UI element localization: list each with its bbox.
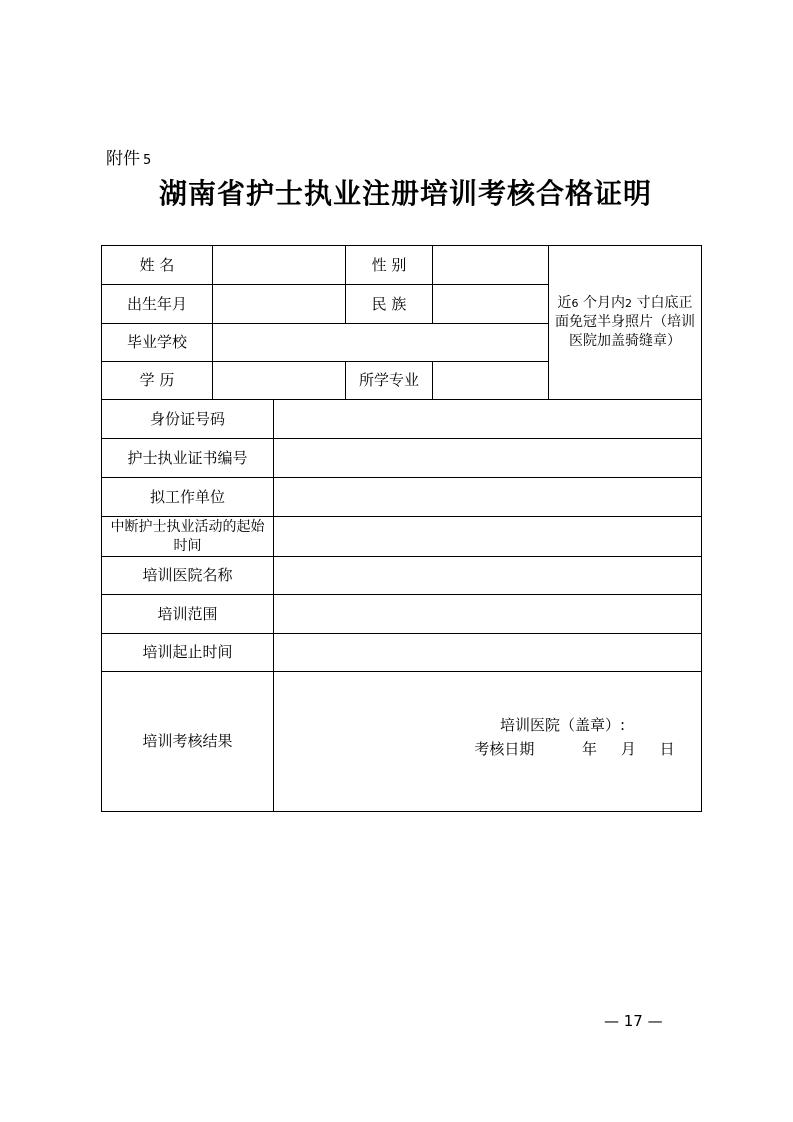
id-label: 身份证号码 — [102, 400, 274, 439]
birth-field[interactable] — [213, 285, 346, 324]
school-field[interactable] — [213, 324, 549, 362]
period-label: 培训起止时间 — [102, 634, 274, 672]
major-field[interactable] — [433, 362, 549, 400]
photo-months: 6 — [571, 297, 579, 311]
work-unit-label: 拟工作单位 — [102, 478, 274, 517]
education-field[interactable] — [213, 362, 346, 400]
hospital-field[interactable] — [274, 557, 702, 595]
period-field[interactable] — [274, 634, 702, 672]
table-row — [102, 400, 702, 439]
gender-field[interactable] — [433, 246, 549, 285]
interruption-field[interactable] — [274, 517, 702, 557]
work-unit-field[interactable] — [274, 478, 702, 517]
table-row — [102, 595, 702, 634]
table-row — [102, 246, 702, 285]
attachment-text: 附件 — [106, 149, 140, 169]
cert-field[interactable] — [274, 439, 702, 478]
table-row — [102, 478, 702, 517]
table-row — [102, 672, 702, 812]
education-label: 学 历 — [102, 362, 213, 400]
photo-text-post: 寸白底正面免冠半身照片（培训医院加盖骑缝章） — [555, 295, 695, 349]
page-title: 湖南省护士执业注册培训考核合格证明 — [158, 177, 652, 210]
attachment-number: 5 — [143, 153, 152, 168]
major-label: 所学专业 — [346, 362, 433, 400]
photo-text-pre: 近 — [557, 295, 572, 312]
interruption-label: 中断护士执业活动的起始时间 — [102, 517, 274, 557]
table-row — [102, 557, 702, 595]
gender-label: 性 别 — [346, 246, 433, 285]
date-line: 考核日期 年 月 日 — [474, 739, 675, 758]
scope-field[interactable] — [274, 595, 702, 634]
table-row — [102, 517, 702, 557]
ethnicity-field[interactable] — [433, 285, 549, 324]
ethnicity-label: 民 族 — [346, 285, 433, 324]
name-label: 姓 名 — [102, 246, 213, 285]
result-label: 培训考核结果 — [102, 672, 274, 812]
photo-text-mid: 个月内 — [578, 295, 625, 312]
attachment-label — [106, 144, 151, 169]
seal-line: 培训医院（盖章）: — [499, 715, 626, 734]
scope-label: 培训范围 — [102, 595, 274, 634]
result-field[interactable] — [274, 672, 702, 812]
certificate-form-table — [101, 245, 702, 812]
cert-label: 护士执业证书编号 — [102, 439, 274, 478]
table-row — [102, 439, 702, 478]
id-field[interactable] — [274, 400, 702, 439]
photo-box[interactable] — [549, 246, 702, 400]
hospital-label: 培训医院名称 — [102, 557, 274, 595]
page-number: — 17 — — [604, 1012, 663, 1030]
school-label: 毕业学校 — [102, 324, 213, 362]
table-row — [102, 634, 702, 672]
photo-inches: 2 — [625, 297, 632, 311]
birth-label: 出生年月 — [102, 285, 213, 324]
name-field[interactable] — [213, 246, 346, 285]
